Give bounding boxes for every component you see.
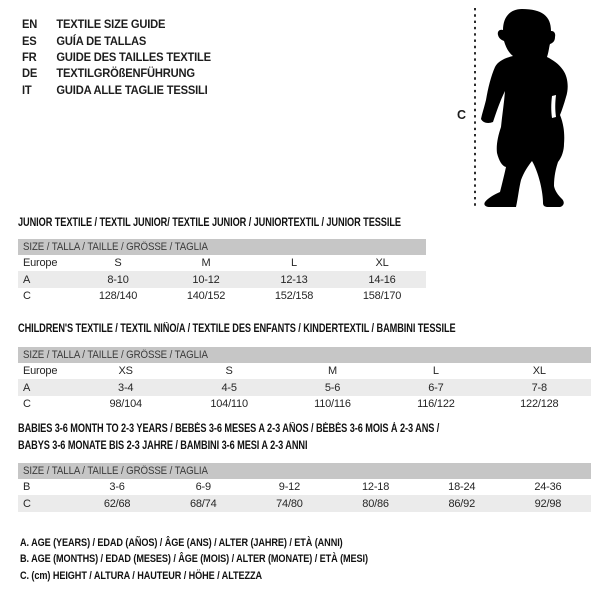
size-value-cell: 3-4 <box>118 381 134 394</box>
table-row <box>18 271 426 287</box>
size-value-cell: 158/170 <box>362 289 402 302</box>
language-code: ES <box>22 33 37 48</box>
baby-height-figure <box>450 0 600 215</box>
size-value-cell: 3-6 <box>109 481 125 494</box>
language-label: GUIDE DES TAILLES TEXTILE <box>56 49 211 64</box>
table-header-bar <box>18 463 591 479</box>
size-value-cell: M <box>201 257 211 270</box>
size-value-cell: S <box>225 365 233 378</box>
table-row <box>18 288 426 304</box>
table-body <box>18 479 591 512</box>
size-value-cell: XL <box>532 365 546 378</box>
table-row <box>18 363 591 379</box>
row-label: Europe <box>23 365 58 378</box>
children-table-title: CHILDREN'S TEXTILE / TEXTIL NIÑO/A / TEXTILE DES ENFANTS / KINDERTEXTIL / BAMBINI TESSILE <box>18 323 456 335</box>
babies-table-title-line1: BABIES 3-6 MONTH TO 2-3 YEARS / BEBÉS 3-6 MESES A 2-3 AÑOS / BÉBÉS 3-6 MOIS À 2-3 ANS / <box>18 423 440 435</box>
row-label: C <box>23 289 31 302</box>
legend <box>20 535 439 584</box>
size-value-cell: L <box>291 257 297 270</box>
size-value-cell: XL <box>375 257 389 270</box>
row-label: A <box>23 273 31 286</box>
table-header-label: SIZE / TALLA / TAILLE / GRÖSSE / TAGLIA <box>23 349 208 361</box>
table-row <box>18 255 426 271</box>
size-value-cell: 140/152 <box>186 289 226 302</box>
table-row <box>18 479 591 495</box>
language-label: GUÍA DE TALLAS <box>56 33 147 48</box>
size-value-cell: 74/80 <box>276 497 303 510</box>
size-value-cell: 10-12 <box>192 273 220 286</box>
size-value-cell: 122/128 <box>520 397 559 410</box>
size-value-cell: 9-12 <box>278 481 301 494</box>
height-c-label: C <box>457 108 467 122</box>
babies-size-table <box>18 463 591 512</box>
table-row <box>18 495 591 511</box>
table-header-bar <box>18 239 426 255</box>
table-body <box>18 255 426 304</box>
legend-age-months: B. AGE (MONTHS) / EDAD (MESES) / ÂGE (MOIS) / ALTER (MONATE) / ETÀ (MESI) <box>20 553 368 566</box>
row-label: Europe <box>23 257 58 270</box>
size-value-cell: 18-24 <box>448 481 476 494</box>
language-code: EN <box>22 17 38 32</box>
children-size-table <box>18 347 591 412</box>
language-list <box>22 16 225 98</box>
language-row-en <box>22 16 211 32</box>
table-header-label: SIZE / TALLA / TAILLE / GRÖSSE / TAGLIA <box>23 241 208 253</box>
size-value-cell: 152/158 <box>274 289 314 302</box>
size-value-cell: 92/98 <box>534 497 562 510</box>
size-value-cell: 4-5 <box>221 381 237 394</box>
row-label: A <box>23 381 31 394</box>
language-code: DE <box>22 66 38 81</box>
size-value-cell: 6-7 <box>428 381 444 394</box>
baby-figure-svg <box>450 0 600 215</box>
language-row-it <box>22 82 211 98</box>
size-value-cell: 62/68 <box>103 497 131 510</box>
language-label: TEXTILE SIZE GUIDE <box>56 17 166 32</box>
size-value-cell: 24-36 <box>534 481 562 494</box>
size-value-cell: 8-10 <box>107 273 129 286</box>
size-value-cell: 12-18 <box>362 481 390 494</box>
babies-table-title-line2: BABYS 3-6 MONATE BIS 2-3 JAHRE / BAMBINI 3-6 MESI A 2-3 ANNI <box>18 440 308 452</box>
size-value-cell: 68/74 <box>189 497 217 510</box>
size-value-cell: 14-16 <box>368 273 396 286</box>
size-value-cell: 128/140 <box>98 289 138 302</box>
size-value-cell: L <box>432 365 439 378</box>
size-value-cell: M <box>328 365 337 378</box>
table-header-label: SIZE / TALLA / TAILLE / GRÖSSE / TAGLIA <box>23 465 208 477</box>
size-value-cell: 6-9 <box>195 481 211 494</box>
language-label: TEXTILGRÖßENFÜHRUNG <box>56 66 195 81</box>
junior-table-title: JUNIOR TEXTILE / TEXTIL JUNIOR/ TEXTILE JUNIOR / JUNIORTEXTIL / JUNIOR TESSILE <box>18 217 401 229</box>
table-body <box>18 363 591 412</box>
legend-age-years: A. AGE (YEARS) / EDAD (AÑOS) / ÂGE (ANS) / ALTER (JAHRE) / ETÀ (ANNI) <box>20 537 343 549</box>
size-value-cell: 7-8 <box>531 381 547 394</box>
row-label: C <box>23 397 31 410</box>
language-row-de <box>22 65 211 81</box>
size-value-cell: 12-13 <box>280 273 308 286</box>
language-row-fr <box>22 49 211 65</box>
legend-height-cm: C. (cm) HEIGHT / ALTURA / HAUTEUR / HÖHE / ALTEZZA <box>20 569 263 582</box>
row-label: B <box>23 481 31 494</box>
table-row <box>18 396 591 412</box>
language-row-es <box>22 32 211 48</box>
size-value-cell: 98/104 <box>109 397 142 410</box>
language-code: FR <box>22 49 37 64</box>
size-value-cell: 116/122 <box>417 397 455 410</box>
language-code: IT <box>22 82 32 97</box>
size-value-cell: 5-6 <box>324 381 341 394</box>
row-label: C <box>23 497 31 510</box>
table-header-bar <box>18 347 591 363</box>
size-value-cell: 110/116 <box>314 397 351 410</box>
size-value-cell: S <box>114 257 122 270</box>
table-row <box>18 379 591 395</box>
language-label: GUIDA ALLE TAGLIE TESSILI <box>56 82 208 97</box>
size-value-cell: 86/92 <box>448 497 475 510</box>
junior-size-table <box>18 239 426 304</box>
size-value-cell: XS <box>118 365 133 378</box>
size-value-cell: 80/86 <box>362 497 389 510</box>
size-value-cell: 104/110 <box>210 397 248 410</box>
